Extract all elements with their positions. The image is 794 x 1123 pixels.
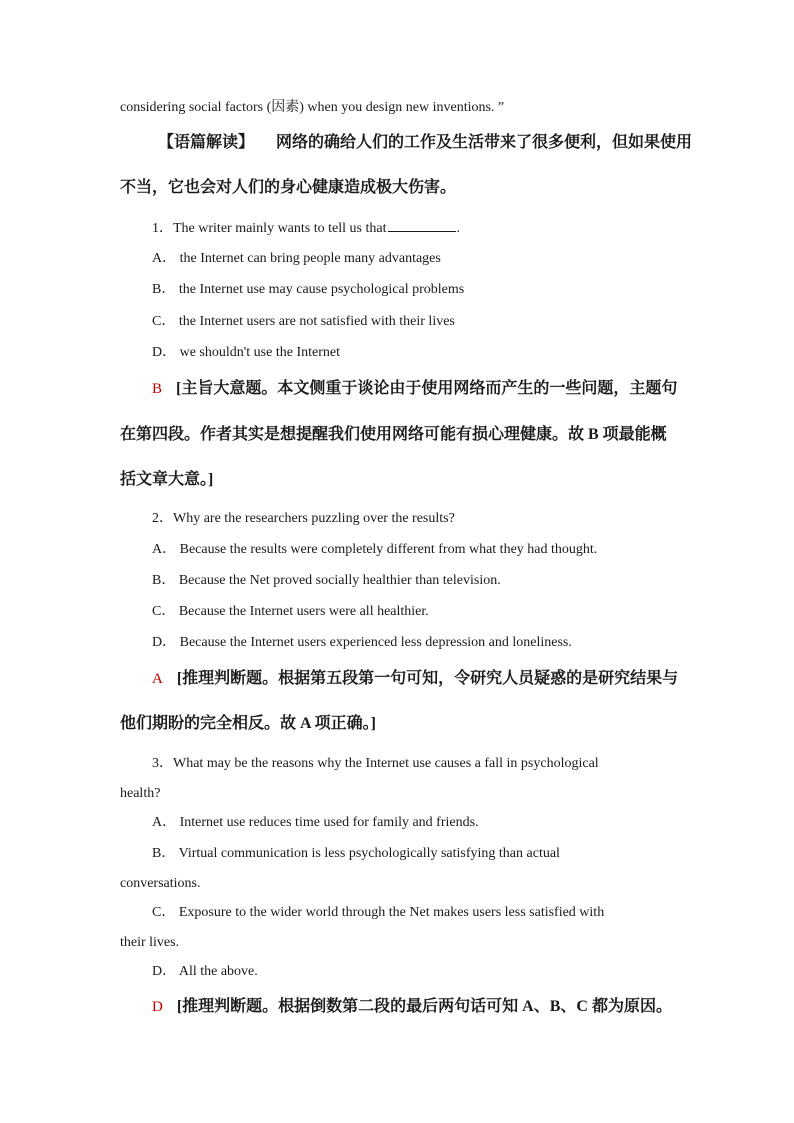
question-1-stem: 1．The writer mainly wants to tell us that . xyxy=(152,221,460,236)
intro-tail: considering social factors (因素) when you design new inventions. ” xyxy=(120,100,505,115)
option: B． the Internet use may cause psychological problems xyxy=(152,282,465,297)
option: D． Because the Internet users experienced less depression and loneliness. xyxy=(152,635,572,650)
option-continuation: conversations. xyxy=(120,876,201,891)
answer-key: A xyxy=(152,671,163,687)
question-3-stem-line2: health? xyxy=(120,786,161,801)
option: C． Because the Internet users were all healthier. xyxy=(152,604,429,619)
explanation-1-line2: 在第四段。作者其实是想提醒我们使用网络可能有损心理健康。故 B 项最能概 xyxy=(120,426,667,443)
option-continuation: their lives. xyxy=(120,935,180,950)
passage-note-label: 【语篇解读】 xyxy=(158,134,255,151)
explanation-1-line3: 括文章大意。] xyxy=(120,471,214,488)
option: C． the Internet users are not satisfied with their lives xyxy=(152,314,455,329)
question-3-stem-line1: 3．What may be the reasons why the Internet use causes a fall in psychological xyxy=(152,756,599,771)
answer-key: B xyxy=(152,381,163,397)
answer-key: D xyxy=(152,999,163,1015)
passage-note-text: 网络的确给人们的工作及生活带来了很多便利，但如果使用 xyxy=(276,134,693,151)
option: B． Because the Net proved socially healthier than television. xyxy=(152,573,501,588)
passage-note-line1 xyxy=(158,133,692,153)
question-number: 3． xyxy=(152,756,173,771)
question-2-stem: 2．Why are the researchers puzzling over the results? xyxy=(152,511,455,526)
question-number: 2． xyxy=(152,511,173,526)
option: A． Internet use reduces time used for family and friends. xyxy=(152,815,479,830)
answer-blank xyxy=(388,219,456,232)
option: D． All the above. xyxy=(152,964,258,979)
passage-note-line2: 不当，它也会对人们的身心健康造成极大伤害。 xyxy=(120,179,457,196)
explanation-1-line1: B [主旨大意题。本文侧重于谈论由于使用网络而产生的一些问题，主题句 xyxy=(152,380,678,397)
option: A． Because the results were completely different from what they had thought. xyxy=(152,542,598,557)
option: B． Virtual communication is less psychologically satisfying than actual xyxy=(152,846,560,861)
explanation-3-line1: D [推理判断题。根据倒数第二段的最后两句话可知 A、B、C 都为原因。 xyxy=(152,998,672,1015)
explanation-2-line1: A [推理判断题。根据第五段第一句可知，令研究人员疑惑的是研究结果与 xyxy=(152,670,679,687)
option: C． Exposure to the wider world through the Net makes users less satisfied with xyxy=(152,905,605,920)
option: A． the Internet can bring people many advantages xyxy=(152,251,441,266)
explanation-2-line2: 他们期盼的完全相反。故 A 项正确。] xyxy=(120,715,377,732)
option: D． we shouldn't use the Internet xyxy=(152,345,340,360)
question-number: 1． xyxy=(152,221,173,236)
